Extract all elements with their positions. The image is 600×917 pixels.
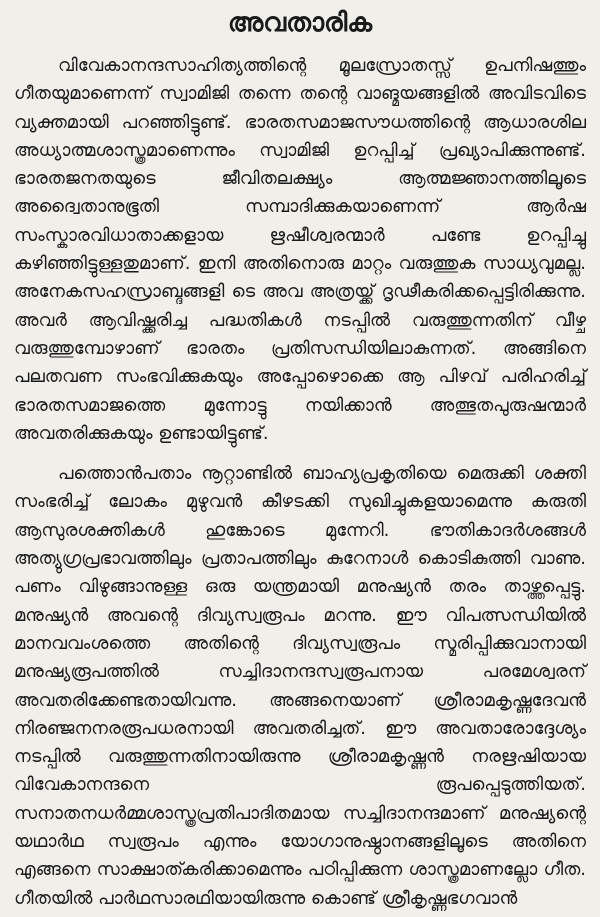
- paragraph-2: പത്തൊൻപതാം നൂറ്റാണ്ടിൽ ബാഹ്യപ്രകൃതിയെ മെരുക്കി ശക്തി സംഭരിച്ച് ലോകം മുഴുവൻ കീഴടക്കി സുഖിച്ചുകളയാമെന്നു കരുതി ആസുരശക്തികൾ ഹുങ്കോടെ മുന്നേറി. ഭൗതികാദർശങ്ങൾ അത്യുഗ്രപ്രഭാവത്തിലും പ്രതാപത്തിലും കുറേനാൾ കൊടികുത്തി വാണു. പണം വിഴുങ്ങാനുള്ള ഒരു യന്ത്രമായി മനുഷ്യൻ തരം താഴ്ത്തപ്പെട്ടു. മനുഷ്യൻ അവന്റെ ദിവ്യസ്വരൂപം മറന്നു. ഈ വിപത്സന്ധിയിൽ മാനവവംശത്തെ അതിന്റെ ദിവ്യസ്വരൂപം സ്മരിപ്പിക്കുവാനായി മനുഷ്യരൂപത്തിൽ സച്ചിദാനന്ദസ്വരൂപനായ പരമേശ്വരന് അവതരിക്കേണ്ടതായിവന്നു. അങ്ങനെയാണ് ശ്രീരാമകൃഷ്ണദേവൻ നിരഞ്ജനനരരൂപധരനായി അവതരിച്ചത്. ഈ അവതാരോദ്ദേശ്യം നടപ്പിൽ വരുത്തുന്നതിനായിരുന്നു ശ്രീരാമകൃഷ്ണൻ നരഋഷിയായ വിവേകാനന്ദനെ രൂപപ്പെടുത്തിയത്. സനാതനധർമ്മശാസ്ത്രപ്രതിപാദിതമായ സച്ചിദാനന്ദമാണ് മനുഷ്യന്റെ യഥാർഥ സ്വരൂപം എന്നും യോഗാനുഷ്ഠാനങ്ങളിലൂടെ അതിനെ എങ്ങനെ സാക്ഷാത്കരിക്കാമെന്നും പഠിപ്പിക്കുന്ന ശാസ്ത്രമാണല്ലോ ഗീത. ഗീതയിൽ പാർഥസാരഥിയായിരുന്നു കൊണ്ട് ശ്രീകൃഷ്ണഭഗവാൻ: [14, 463, 586, 909]
- page-title: അവതാരിക: [227, 8, 373, 38]
- paragraph-1: വിവേകാനന്ദസാഹിത്യത്തിന്റെ മൂലസ്രോതസ്സ് ഉപനിഷത്തും ഗീതയുമാണെന്ന് സ്വാമിജി തന്നെ തന്റെ വാങ്മയങ്ങളിൽ അവിടവിടെ വ്യക്തമായി പറഞ്ഞിട്ടുണ്ട്. ഭാരതസമാജസൗധത്തിന്റെ ആധാരശില അധ്യാത്മശാസ്ത്രമാണെന്നും സ്വാമിജി ഉറപ്പിച്ച് പ്രഖ്യാപിക്കുന്നുണ്ട്. ഭാരതജനതയുടെ ജീവിതലക്ഷ്യം ആത്മജ്ഞാനത്തിലൂടെ അദ്വൈതാനുഭൂതി സമ്പാദിക്കുകയാണെന്ന് ആർഷ സംസ്കാരവിധാതാക്കളായ ഋഷീശ്വരന്മാർ പണ്ടേ ഉറപ്പിച്ചു കഴിഞ്ഞിട്ടുള്ളതുമാണ്. ഇനി അതിനൊരു മാറ്റം വരുത്തുക സാധ്യവുമല്ല. അനേകസഹസ്രാബ്ദങ്ങളി ടെ അവ അത്രയ്ക്ക് ദൃഢീകരിക്കപ്പെട്ടിരിക്കുന്നു. അവർ ആവിഷ്ക്കരിച്ച പദ്ധതികൾ നടപ്പിൽ വരുത്തുന്നതിന് വീഴ്ച വരുത്തുമ്പോഴാണ് ഭാരതം പ്രതിസന്ധിയിലാകുന്നത്. അങ്ങിനെ പലതവണ സംഭവിക്കുകയും അപ്പോഴൊക്കെ ആ പിഴവ് പരിഹരിച്ച് ഭാരതസമാജത്തെ മുന്നോട്ടു നയിക്കാൻ അത്ഭുതപുരുഷന്മാർ അവതരിക്കുകയും ഉണ്ടായിട്ടുണ്ട്.: [14, 55, 586, 444]
